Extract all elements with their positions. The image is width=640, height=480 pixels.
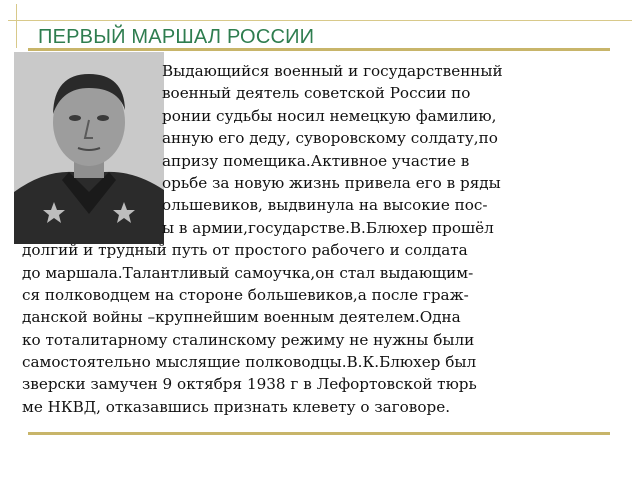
text-line: данской войны –крупнейшим военным деятелем.Одна — [22, 308, 461, 327]
text-line: ольшевиков, выдвинула на высокие пос- — [162, 196, 488, 215]
biography-text — [22, 60, 582, 418]
text-line: Выдающийся военный и государственный — [162, 62, 503, 80]
text-line: долгий и трудный путь от простого рабочего и солдата — [22, 241, 468, 260]
frame-top-line — [8, 20, 632, 21]
text-line: зверски замучен 9 октября 1938 г в Лефортовской тюрь — [22, 375, 477, 394]
text-line: ко тоталитарному сталинскому режиму не нужны были — [22, 330, 475, 349]
text-line: ы в армии,государстве.В.Блюхер прошёл — [162, 218, 494, 237]
bottom-line — [28, 432, 610, 435]
slide-title: ПЕРВЫЙ МАРШАЛ РОССИИ — [38, 26, 315, 48]
title-underline — [28, 48, 610, 51]
text-line: до маршала.Талантливый самоучка,он стал выдающим- — [22, 263, 474, 282]
text-line: самостоятельно мыслящие полководцы.В.К.Блюхер был — [22, 353, 477, 372]
text-line: орьбе за новую жизнь привела его в ряды — [162, 173, 501, 192]
frame-left-line — [16, 4, 17, 48]
text-line: ся полководцем на стороне большевиков,а после граж- — [22, 285, 469, 304]
text-line: апризу помещика.Активное участие в — [162, 151, 470, 170]
text-line: анную его деду, суворовскому солдату,по — [162, 129, 498, 148]
text-line: ронии судьбы носил немецкую фамилию, — [162, 106, 497, 125]
text-line: ме НКВД, отказавшись признать клевету о заговоре. — [22, 397, 451, 416]
text-line: военный деятель советской России по — [162, 84, 471, 103]
